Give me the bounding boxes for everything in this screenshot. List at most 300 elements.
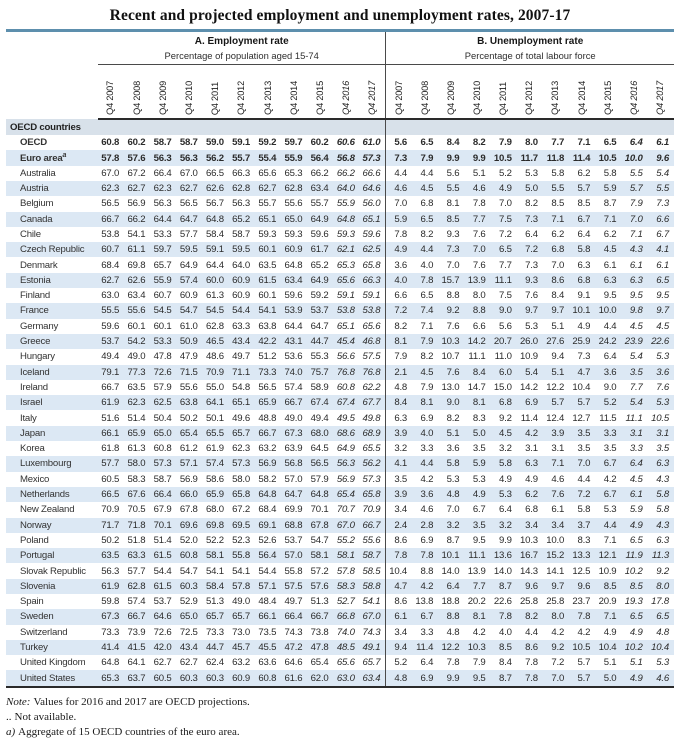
emp-value-cell: 63.0	[101, 290, 120, 302]
emp-value-cell: 67.4	[336, 397, 355, 409]
emp-value-cell: 54.4	[153, 565, 172, 577]
section-b-subtitle: Percentage of total labour force	[464, 49, 596, 61]
note-body: Aggregate of 15 OECD countries of the euro area.	[18, 725, 240, 738]
unemp-value-cell: 5.3	[525, 320, 538, 332]
emp-value-cell: 65.0	[284, 213, 303, 225]
note-not-available	[6, 710, 674, 725]
emp-value-cell: 42.2	[258, 336, 277, 348]
country-name: Ireland	[20, 381, 48, 393]
unemp-value-cell: 6.8	[525, 504, 538, 516]
emp-value-cell: 61.3	[127, 443, 146, 455]
emp-value-cell: 53.7	[284, 534, 303, 546]
unemp-value-cell: 6.2	[577, 167, 591, 179]
unemp-value-cell: 8.4	[472, 366, 486, 378]
unemp-value-cell: 3.5	[577, 427, 591, 439]
year-col-emp-7	[281, 64, 307, 119]
year-label: Q4 2009	[445, 80, 456, 115]
emp-value-cell: 62.8	[205, 320, 224, 332]
emp-value-cell: 53.9	[284, 305, 303, 317]
note-prefix: Note:	[6, 695, 31, 708]
unemp-value-cell: 6.5	[420, 290, 434, 302]
country-name: Euro area	[20, 152, 63, 164]
emp-value-cell: 62.3	[153, 183, 172, 195]
unemp-value-cell: 8.3	[577, 534, 591, 546]
unemp-value-cell: 4.9	[525, 473, 538, 485]
unemp-value-cell: 6.6	[472, 320, 486, 332]
unemp-value-cell: 8.6	[386, 594, 412, 609]
emp-value-cell: 62.7	[258, 183, 277, 195]
unemp-value-cell: 3.2	[446, 519, 460, 531]
emp-value-cell: 66.2	[127, 213, 146, 225]
emp-value-cell: 54.7	[179, 305, 198, 317]
unemp-value-cell: 5.0	[525, 183, 538, 195]
year-col-unemp-9	[621, 64, 647, 119]
unemp-value-cell: 6.4	[499, 504, 512, 516]
unemp-value-cell: 8.0	[656, 580, 669, 592]
emp-value-cell: 57.3	[362, 152, 381, 164]
unemp-value-cell: 23.9	[624, 336, 643, 348]
emp-value-cell: 66.4	[153, 167, 172, 179]
emp-value-cell: 55.6	[284, 198, 303, 210]
emp-value-cell: 74.0	[284, 366, 303, 378]
unemp-value-cell: 9.9	[446, 152, 460, 164]
emp-value-cell: 58.7	[153, 137, 172, 149]
emp-value-cell: 67.8	[310, 519, 329, 531]
emp-value-cell: 64.8	[205, 213, 224, 225]
emp-value-cell: 57.9	[153, 381, 172, 393]
unemp-value-cell: 7.8	[577, 611, 591, 623]
unemp-value-cell: 3.6	[386, 257, 412, 272]
emp-value-cell: 66.7	[258, 427, 277, 439]
emp-value-cell: 48.5	[336, 642, 355, 654]
emp-value-cell: 56.4	[310, 152, 329, 164]
emp-value-cell: 53.8	[362, 305, 381, 317]
emp-value-cell: 66.7	[310, 611, 329, 623]
unemp-value-cell: 5.1	[629, 657, 643, 669]
country-name: France	[20, 305, 49, 317]
unemp-value-cell: 9.6	[577, 580, 591, 592]
emp-value-cell: 62.0	[307, 670, 333, 686]
unemp-value-cell: 25.8	[546, 596, 565, 608]
unemp-value-cell: 7.3	[446, 244, 460, 256]
emp-value-cell: 55.7	[232, 152, 251, 164]
emp-value-cell: 60.9	[229, 670, 255, 686]
country-name: Korea	[20, 443, 45, 455]
table-row	[6, 594, 674, 609]
unemp-value-cell: 4.8	[386, 380, 412, 395]
emp-value-cell: 63.3	[232, 320, 251, 332]
emp-value-cell: 57.4	[284, 381, 303, 393]
unemp-value-cell: 7.1	[551, 458, 565, 470]
unemp-value-cell: 18.8	[441, 596, 460, 608]
emp-value-cell: 57.3	[362, 473, 381, 485]
unemp-value-cell: 7.1	[420, 320, 434, 332]
unemp-value-cell: 5.4	[525, 366, 538, 378]
emp-value-cell: 49.7	[232, 351, 251, 363]
emp-value-cell: 57.6	[127, 152, 146, 164]
unemp-value-cell: 10.5	[651, 412, 669, 424]
emp-value-cell: 59.1	[232, 137, 251, 149]
unemp-value-cell: 10.2	[624, 642, 643, 654]
emp-value-cell: 67.9	[153, 504, 172, 516]
year-col-unemp-10	[648, 64, 674, 119]
unemp-value-cell: 4.9	[629, 626, 643, 638]
unemp-value-cell: 10.9	[520, 351, 538, 363]
emp-value-cell: 67.2	[232, 504, 251, 516]
country-name: Greece	[20, 336, 51, 348]
unemp-value-cell: 11.9	[625, 550, 643, 562]
unemp-value-cell: 4.0	[499, 626, 512, 638]
emp-value-cell: 65.1	[362, 213, 381, 225]
unemp-value-cell: 6.6	[386, 288, 412, 303]
emp-value-cell: 68.4	[258, 504, 277, 516]
table-row	[6, 334, 674, 349]
emp-value-cell: 64.6	[362, 183, 381, 195]
unemp-value-cell: 6.7	[603, 489, 617, 501]
emp-value-cell: 64.8	[336, 213, 355, 225]
unemp-value-cell: 4.8	[656, 626, 669, 638]
country-label	[6, 181, 98, 196]
unemp-value-cell: 9.2	[499, 412, 512, 424]
emp-value-cell: 47.2	[284, 642, 303, 654]
emp-value-cell: 62.7	[179, 183, 198, 195]
emp-value-cell: 60.9	[179, 290, 198, 302]
unemp-value-cell: 5.9	[603, 183, 617, 195]
unemp-value-cell: 9.5	[603, 290, 617, 302]
unemp-value-cell: 6.4	[629, 137, 643, 149]
emp-value-cell: 58.0	[127, 458, 146, 470]
footnotes	[6, 695, 674, 740]
emp-value-cell: 61.9	[205, 443, 224, 455]
emp-value-cell: 70.9	[205, 366, 224, 378]
country-label	[6, 533, 98, 548]
emp-value-cell: 64.8	[258, 489, 277, 501]
emp-value-cell: 60.9	[232, 290, 251, 302]
year-label: Q4 2010	[471, 80, 482, 115]
country-label	[6, 365, 98, 380]
unemp-value-cell: 13.9	[467, 565, 486, 577]
emp-value-cell: 57.6	[310, 580, 329, 592]
group-row-spacer	[386, 119, 674, 135]
emp-value-cell: 56.9	[258, 458, 277, 470]
country-label	[6, 196, 98, 211]
unemp-value-cell: 4.9	[472, 489, 486, 501]
emp-value-cell: 57.8	[232, 580, 251, 592]
unemp-value-cell: 6.3	[629, 274, 643, 286]
year-col-unemp-7	[569, 64, 595, 119]
unemp-value-cell: 2.8	[420, 519, 434, 531]
year-label: Q4 2017	[655, 80, 666, 115]
emp-value-cell: 70.7	[336, 504, 355, 516]
unemp-value-cell: 3.7	[577, 519, 591, 531]
emp-value-cell: 43.4	[232, 336, 251, 348]
emp-value-cell: 63.5	[101, 550, 120, 562]
emp-value-cell: 66.7	[284, 397, 303, 409]
emp-value-cell: 65.1	[258, 213, 277, 225]
unemp-value-cell: 10.4	[386, 563, 412, 578]
unemp-value-cell: 9.9	[499, 534, 512, 546]
table-row	[6, 150, 674, 165]
unemp-value-cell: 9.7	[656, 305, 669, 317]
emp-value-cell: 59.3	[284, 229, 303, 240]
unemp-value-cell: 7.0	[472, 244, 486, 256]
emp-value-cell: 69.8	[127, 259, 146, 271]
unemp-value-cell: 7.7	[472, 580, 486, 592]
emp-value-cell: 57.3	[232, 458, 251, 470]
country-label	[6, 212, 98, 227]
country-label	[6, 303, 98, 318]
unemp-value-cell: 5.1	[551, 320, 565, 332]
unemp-value-cell: 8.2	[420, 229, 434, 240]
table-row	[6, 456, 674, 471]
unemp-value-cell: 3.5	[656, 443, 669, 455]
unemp-value-cell: 7.8	[420, 274, 434, 286]
year-label: Q4 2016	[341, 80, 352, 115]
unemp-value-cell: 3.6	[656, 366, 669, 378]
unemp-value-cell: 7.8	[420, 550, 434, 562]
emp-value-cell: 63.8	[179, 397, 198, 409]
year-label: Q4 2008	[131, 80, 142, 115]
country-label	[6, 380, 98, 395]
emp-value-cell: 61.9	[101, 397, 120, 409]
unemp-value-cell: 5.5	[446, 183, 460, 195]
emp-value-cell: 65.7	[362, 657, 381, 669]
country-name: Slovak Republic	[20, 565, 86, 577]
emp-value-cell: 62.1	[336, 244, 355, 256]
unemp-value-cell: 3.4	[386, 625, 412, 640]
unemp-value-cell: 7.2	[525, 244, 538, 256]
country-name: Japan	[20, 427, 46, 439]
emp-value-cell: 58.9	[310, 381, 329, 393]
unemp-value-cell: 9.2	[551, 642, 565, 654]
unemp-value-cell: 10.0	[598, 305, 617, 317]
emp-value-cell: 72.6	[153, 366, 172, 378]
unemp-value-cell: 5.6	[446, 167, 460, 179]
unemp-value-cell: 6.7	[420, 611, 434, 623]
emp-value-cell: 70.1	[310, 504, 329, 516]
emp-value-cell: 51.4	[153, 534, 172, 546]
emp-value-cell: 54.7	[310, 534, 329, 546]
unemp-value-cell: 3.1	[525, 443, 538, 455]
emp-value-cell: 57.4	[179, 274, 198, 286]
emp-value-cell: 65.1	[336, 320, 355, 332]
emp-value-cell: 50.1	[205, 412, 224, 424]
emp-value-cell: 58.3	[127, 473, 146, 485]
table-row	[6, 533, 674, 548]
table-row	[6, 441, 674, 456]
emp-value-cell: 64.7	[179, 213, 198, 225]
unemp-value-cell: 6.8	[499, 397, 512, 409]
unemp-value-cell: 4.0	[420, 427, 434, 439]
emp-value-cell: 63.2	[258, 443, 277, 455]
emp-value-cell: 57.1	[258, 580, 277, 592]
emp-value-cell: 56.6	[336, 351, 355, 363]
unemp-value-cell: 7.0	[386, 196, 412, 211]
unemp-value-cell: 12.5	[572, 565, 591, 577]
year-col-emp-2	[150, 64, 176, 119]
unemp-value-cell: 7.3	[525, 213, 538, 225]
emp-value-cell: 59.2	[310, 290, 329, 302]
emp-value-cell: 63.3	[127, 550, 146, 562]
unemp-value-cell: 13.9	[467, 274, 486, 286]
unemp-value-cell: 14.0	[493, 565, 512, 577]
unemp-value-cell: 4.0	[386, 273, 412, 288]
emp-value-cell: 66.5	[101, 489, 120, 501]
unemp-value-cell: 8.2	[420, 351, 434, 363]
emp-value-cell: 58.8	[362, 580, 381, 592]
unemp-value-cell: 10.3	[467, 642, 486, 654]
emp-value-cell: 55.3	[310, 351, 329, 363]
emp-value-cell: 66.6	[362, 167, 381, 179]
emp-value-cell: 68.8	[284, 519, 303, 531]
emp-value-cell: 63.7	[124, 670, 150, 686]
emp-value-cell: 54.2	[127, 336, 146, 348]
unemp-value-cell: 9.0	[446, 397, 460, 409]
unemp-value-cell: 3.9	[386, 426, 412, 441]
unemp-value-cell: 4.9	[577, 320, 591, 332]
unemp-value-cell: 4.9	[386, 242, 412, 257]
emp-value-cell: 53.8	[336, 305, 355, 317]
emp-value-cell: 69.9	[284, 504, 303, 516]
emp-value-cell: 57.0	[284, 550, 303, 562]
emp-value-cell: 64.8	[284, 259, 303, 271]
emp-value-cell: 51.3	[310, 596, 329, 608]
emp-value-cell: 57.7	[127, 565, 146, 577]
unemp-value-cell: 16.7	[520, 550, 538, 562]
emp-value-cell: 73.3	[258, 366, 277, 378]
unemp-value-cell: 5.5	[656, 183, 669, 195]
emp-value-cell: 73.8	[310, 626, 329, 638]
table-row	[6, 227, 674, 242]
unemp-value-cell: 4.2	[420, 580, 434, 592]
unemp-value-cell: 13.3	[572, 550, 591, 562]
unemp-value-cell: 7.8	[446, 657, 460, 669]
unemp-value-cell: 7.0	[551, 259, 565, 271]
emp-value-cell: 65.5	[362, 443, 381, 455]
country-name: Finland	[20, 290, 51, 302]
unemp-value-cell: 22.6	[651, 336, 669, 348]
emp-value-cell: 62.2	[362, 381, 381, 393]
country-name: Denmark	[20, 259, 58, 271]
year-col-unemp-3	[464, 64, 490, 119]
note-body: Values for 2016 and 2017 are OECD projections.	[33, 695, 250, 708]
unemp-value-cell: 5.8	[577, 244, 591, 256]
unemp-value-cell: 5.2	[499, 167, 512, 179]
unemp-value-cell: 19.3	[624, 596, 643, 608]
country-label	[6, 640, 98, 655]
unemp-value-cell: 9.7	[551, 305, 565, 317]
emp-value-cell: 54.1	[362, 596, 381, 608]
unemp-value-cell: 8.1	[472, 611, 486, 623]
unemp-value-cell: 5.6	[386, 135, 412, 150]
country-label	[6, 625, 98, 640]
emp-value-cell: 65.9	[127, 427, 146, 439]
unemp-value-cell: 5.5	[551, 183, 565, 195]
country-name: Belgium	[20, 198, 54, 210]
unemp-value-cell: 4.5	[629, 473, 643, 485]
emp-value-cell: 61.6	[281, 670, 307, 686]
emp-value-cell: 57.4	[127, 596, 146, 608]
unemp-value-cell: 9.4	[551, 351, 565, 363]
emp-value-cell: 44.7	[205, 642, 224, 654]
unemp-value-cell: 6.4	[446, 580, 460, 592]
unemp-value-cell: 7.3	[386, 150, 412, 165]
unemp-value-cell: 6.3	[656, 458, 669, 470]
emp-value-cell: 49.7	[284, 596, 303, 608]
unemp-value-cell: 7.1	[603, 534, 617, 546]
emp-value-cell: 57.9	[310, 473, 329, 485]
unemp-value-cell: 10.1	[572, 305, 591, 317]
unemp-value-cell: 8.8	[446, 611, 460, 623]
emp-value-cell: 60.3	[203, 670, 229, 686]
emp-value-cell: 57.8	[101, 152, 120, 164]
table-row	[6, 196, 674, 211]
table-row	[6, 257, 674, 272]
page-title: Recent and projected employment and unemployment rates, 2007-17	[109, 7, 571, 24]
emp-value-cell: 66.2	[336, 167, 355, 179]
emp-value-cell: 62.8	[232, 183, 251, 195]
emp-value-cell: 66.4	[284, 611, 303, 623]
emp-value-cell: 67.0	[179, 167, 198, 179]
unemp-value-cell: 12.2	[441, 642, 460, 654]
emp-value-cell: 57.3	[153, 458, 172, 470]
unemp-value-cell: 14.2	[467, 336, 486, 348]
emp-value-cell: 66.1	[258, 611, 277, 623]
unemp-value-cell: 11.4	[572, 152, 591, 164]
unemp-value-cell: 4.6	[420, 504, 434, 516]
emp-value-cell: 47.8	[153, 351, 172, 363]
emp-value-cell: 48.8	[258, 412, 277, 424]
unemp-value-cell: 25.9	[572, 336, 591, 348]
emp-value-cell: 51.3	[205, 596, 224, 608]
country-name: Australia	[20, 167, 56, 179]
unemp-value-cell: 9.5	[656, 290, 669, 302]
unemp-value-cell: 6.1	[551, 504, 565, 516]
section-a-subtitle: Percentage of population aged 15-74	[164, 49, 319, 61]
unemp-value-cell: 6.5	[656, 274, 669, 286]
table-row	[6, 380, 674, 395]
unemp-value-cell: 11.1	[468, 351, 486, 363]
unemp-value-cell: 8.8	[472, 305, 486, 317]
unemp-value-cell: 7.8	[386, 548, 412, 563]
emp-value-cell: 66.2	[310, 167, 329, 179]
unemp-value-cell: 4.4	[603, 320, 617, 332]
country-label	[6, 135, 98, 150]
unemp-value-cell: 5.7	[577, 657, 591, 669]
unemp-value-cell: 6.2	[603, 229, 617, 240]
unemp-value-cell: 14.0	[441, 565, 460, 577]
unemp-value-cell: 6.5	[420, 137, 434, 149]
unemp-value-cell: 20.9	[598, 596, 617, 608]
emp-value-cell: 55.2	[336, 534, 355, 546]
unemp-value-cell: 10.4	[651, 642, 669, 654]
emp-value-cell: 54.5	[153, 305, 172, 317]
emp-value-cell: 55.6	[179, 381, 198, 393]
year-label: Q4 2015	[314, 80, 325, 115]
year-col-unemp-2	[438, 64, 464, 119]
emp-value-cell: 71.5	[179, 366, 198, 378]
unemp-value-cell: 4.5	[603, 244, 617, 256]
unemp-value-cell: 12.4	[546, 412, 565, 424]
emp-value-cell: 58.1	[310, 550, 329, 562]
emp-value-cell: 63.0	[334, 670, 360, 686]
emp-value-cell: 57.7	[179, 229, 198, 240]
emp-value-cell: 64.0	[336, 183, 355, 195]
unemp-value-cell: 7.7	[499, 259, 512, 271]
table-row	[6, 410, 674, 425]
emp-value-cell: 56.3	[153, 198, 172, 210]
unemp-value-cell: 4.1	[386, 456, 412, 471]
